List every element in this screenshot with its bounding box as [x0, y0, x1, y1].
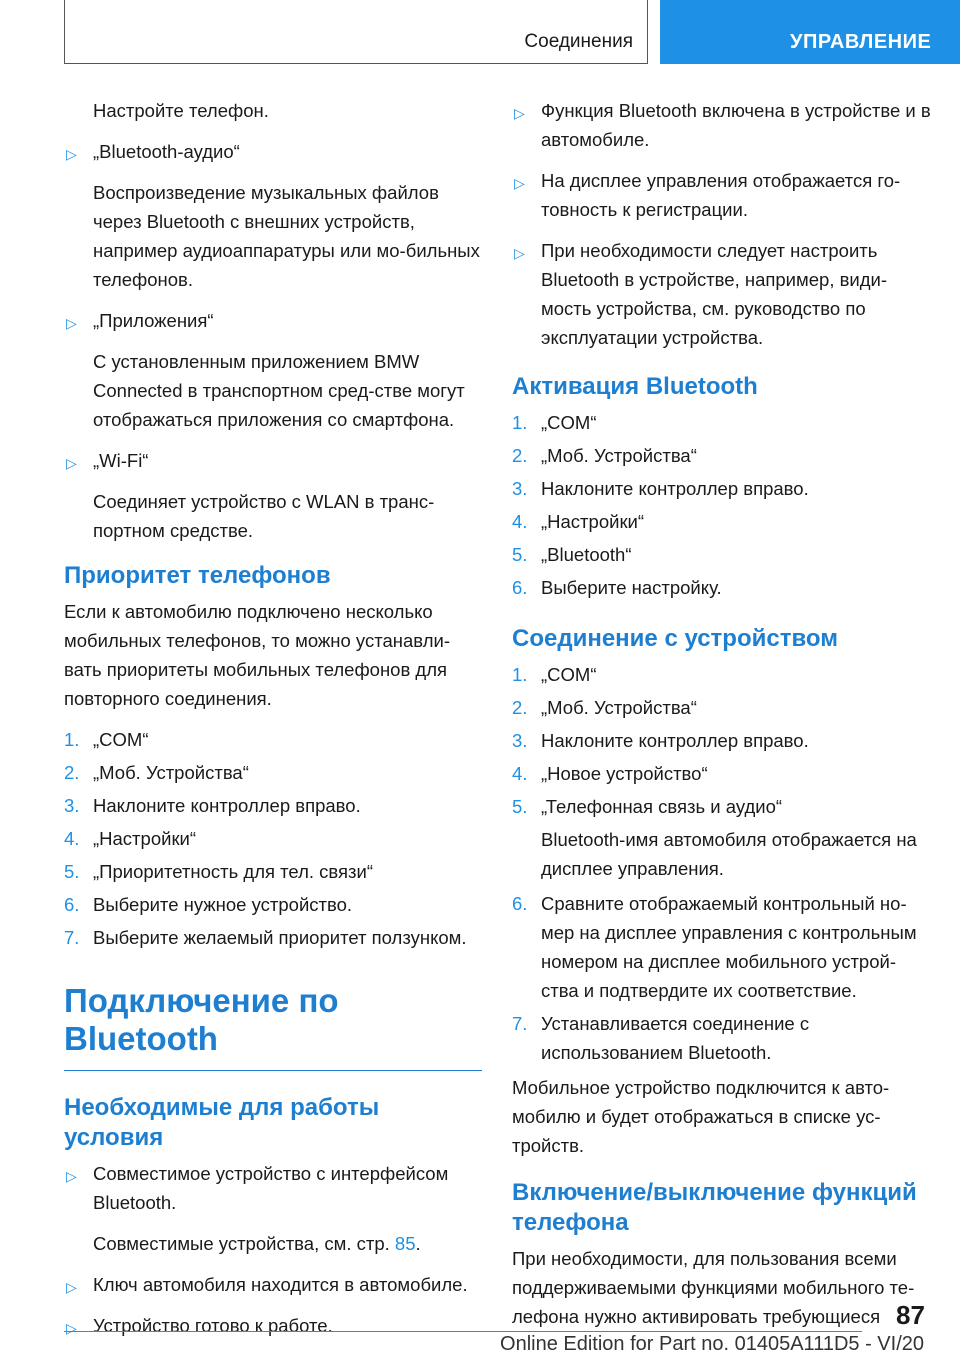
bullet-text: На дисплее управления отображается го-товность к регистрации. [541, 170, 901, 220]
list-item [512, 474, 932, 503]
section-text: При необходимости, для пользования всеми поддерживаемыми функциями мобильного те-лефона нужно активировать требующиеся [512, 1248, 915, 1327]
bullet-item [64, 306, 482, 335]
step-number: 4. [512, 511, 528, 532]
list-item [64, 923, 482, 952]
chapter-heading-line: Подключение по [64, 982, 339, 1019]
step-note: Bluetooth-имя автомобиля отображается на дисплее управления. [541, 829, 917, 879]
step-text: „COM“ [93, 729, 149, 750]
section-heading: Соединение с устройством [512, 625, 839, 652]
list-item [512, 889, 932, 1005]
header-chapter-tab: УПРАВЛЕНИЕ [660, 0, 960, 64]
step-number: 2. [512, 445, 528, 466]
header-section-box [64, 0, 648, 64]
step-number: 1. [64, 729, 80, 750]
numbered-list [512, 408, 932, 602]
section-heading [64, 1093, 482, 1153]
step-text: „Новое устройство“ [541, 763, 708, 784]
intro-text: Настройте телефон. [93, 100, 269, 121]
list-item [512, 759, 932, 788]
triangle-bullet-icon: ▷ [66, 1320, 77, 1336]
chapter-heading [64, 982, 482, 1058]
step-text: Выберите нужное устройство. [93, 894, 353, 915]
step-number: 7. [512, 1013, 528, 1034]
footer-edition: Online Edition for Part no. 01405A111D5 - VI/20 [500, 1333, 924, 1355]
triangle-bullet-icon: ▷ [66, 315, 77, 331]
list-item [512, 540, 932, 569]
section-heading: Активация Bluetooth [512, 373, 758, 400]
step-number: 7. [64, 927, 80, 948]
list-item [512, 441, 932, 470]
step-number: 6. [512, 893, 528, 914]
step-text: „Настройки“ [541, 511, 645, 532]
list-item [64, 890, 482, 919]
section-text: Если к автомобилю подключено несколько мобильных телефонов, то можно устанавли-вать приоритеты мобильных телефонов для повторного соединения. [64, 601, 450, 709]
bullet-note [64, 1229, 482, 1258]
section-heading: Включение/выключение функций телефона [512, 1179, 917, 1236]
step-number: 3. [64, 795, 80, 816]
section-heading: Приоритет телефонов [64, 562, 331, 589]
left-column [64, 96, 482, 1352]
list-item [512, 726, 932, 755]
footer-divider [64, 1331, 862, 1332]
header-section-title: Соединения [524, 31, 633, 52]
bullet-item [64, 137, 482, 166]
list-item [64, 857, 482, 886]
bullet-description: С установленным приложением BMW Connected в транспортном сред-стве могут отображаться приложения со смартфона. [93, 351, 465, 430]
list-item [512, 693, 932, 722]
step-text: „Настройки“ [93, 828, 197, 849]
step-number: 6. [512, 577, 528, 598]
chapter-heading-line: Bluetooth [64, 1020, 218, 1057]
step-number: 5. [64, 861, 80, 882]
list-item [512, 660, 932, 689]
bullet-title: „Wi-Fi“ [93, 450, 149, 471]
bullet-item [512, 236, 932, 352]
step-text: „Моб. Устройства“ [541, 697, 697, 718]
step-text: Сравните отображаемый контрольный но-мер на дисплее управления с контрольным номером на дисплее мобильного устрой-ства и подтвердите их соответствие. [541, 893, 917, 1001]
bullet-text: Совместимое устройство с интерфейсом Bluetooth. [93, 1163, 449, 1213]
numbered-list [512, 660, 932, 1067]
step-text: „Телефонная связь и аудио“ [541, 796, 783, 817]
page-link[interactable]: 85 [394, 1233, 416, 1254]
bullet-text: Ключ автомобиля находится в автомобиле. [93, 1274, 468, 1295]
triangle-bullet-icon: ▷ [66, 1168, 77, 1184]
list-item [64, 758, 482, 787]
step-number: 2. [512, 697, 528, 718]
step-text: „Приоритетность для тел. связи“ [93, 861, 374, 882]
chapter-divider [64, 1070, 482, 1071]
page-number: 87 [896, 1300, 925, 1330]
step-number: 5. [512, 796, 528, 817]
bullet-item [512, 96, 932, 154]
step-number: 3. [512, 730, 528, 751]
step-number: 4. [64, 828, 80, 849]
bullet-title: „Приложения“ [93, 310, 214, 331]
step-text: Наклоните контроллер вправо. [93, 795, 361, 816]
list-item [512, 507, 932, 536]
step-text: Устанавливается соединение с использованием Bluetooth. [541, 1013, 810, 1063]
step-text: Выберите настройку. [541, 577, 722, 598]
bullet-title: „Bluetooth-аудио“ [93, 141, 240, 162]
list-item [512, 792, 932, 821]
right-column [512, 96, 932, 1343]
bullet-text: Функция Bluetooth включена в устройстве и в автомобиле. [541, 100, 931, 150]
list-item [512, 408, 932, 437]
note-text: Совместимые устройства, см. стр. [93, 1233, 390, 1254]
triangle-bullet-icon: ▷ [66, 1279, 77, 1295]
section-heading-line: условия [64, 1124, 164, 1151]
section-heading-line: Необходимые для работы [64, 1094, 380, 1121]
triangle-bullet-icon: ▷ [514, 175, 525, 191]
step-text: „Моб. Устройства“ [93, 762, 249, 783]
list-item [64, 791, 482, 820]
triangle-bullet-icon: ▷ [66, 146, 77, 162]
step-number: 5. [512, 544, 528, 565]
bullet-item [64, 1159, 482, 1217]
step-number: 6. [64, 894, 80, 915]
bullet-description: Воспроизведение музыкальных файлов через Bluetooth с внешних устройств, например аудиоаппаратуры или мо-бильных телефонов. [93, 182, 480, 290]
step-number: 4. [512, 763, 528, 784]
step-text: Выберите желаемый приоритет ползунком. [93, 927, 467, 948]
step-text: Наклоните контроллер вправо. [541, 478, 809, 499]
list-item [64, 824, 482, 853]
bullet-text: При необходимости следует настроить Bluetooth в устройстве, например, види-мость устройства, см. руководство по эксплуатации устройства. [541, 240, 888, 348]
note-suffix: . [415, 1233, 421, 1254]
step-text: „Моб. Устройства“ [541, 445, 697, 466]
step-number: 1. [512, 664, 528, 685]
bullet-item [64, 446, 482, 475]
triangle-bullet-icon: ▷ [66, 455, 77, 471]
list-item [64, 725, 482, 754]
step-text: Наклоните контроллер вправо. [541, 730, 809, 751]
step-text: „COM“ [541, 412, 597, 433]
step-text: „COM“ [541, 664, 597, 685]
step-text: „Bluetooth“ [541, 544, 632, 565]
bullet-item [512, 166, 932, 224]
step-number: 2. [64, 762, 80, 783]
triangle-bullet-icon: ▷ [514, 245, 525, 261]
triangle-bullet-icon: ▷ [514, 105, 525, 121]
bullet-item [64, 1270, 482, 1299]
list-item [512, 1009, 932, 1067]
step-number: 1. [512, 412, 528, 433]
bullet-text: Устройство готово к работе. [93, 1315, 333, 1336]
bullet-description: Соединяет устройство с WLAN в транс-портном средстве. [93, 491, 435, 541]
section-text: Мобильное устройство подключится к авто-мобилю и будет отображаться в списке ус-тройств. [512, 1077, 890, 1156]
step-number: 3. [512, 478, 528, 499]
numbered-list [64, 725, 482, 952]
list-item [512, 573, 932, 602]
